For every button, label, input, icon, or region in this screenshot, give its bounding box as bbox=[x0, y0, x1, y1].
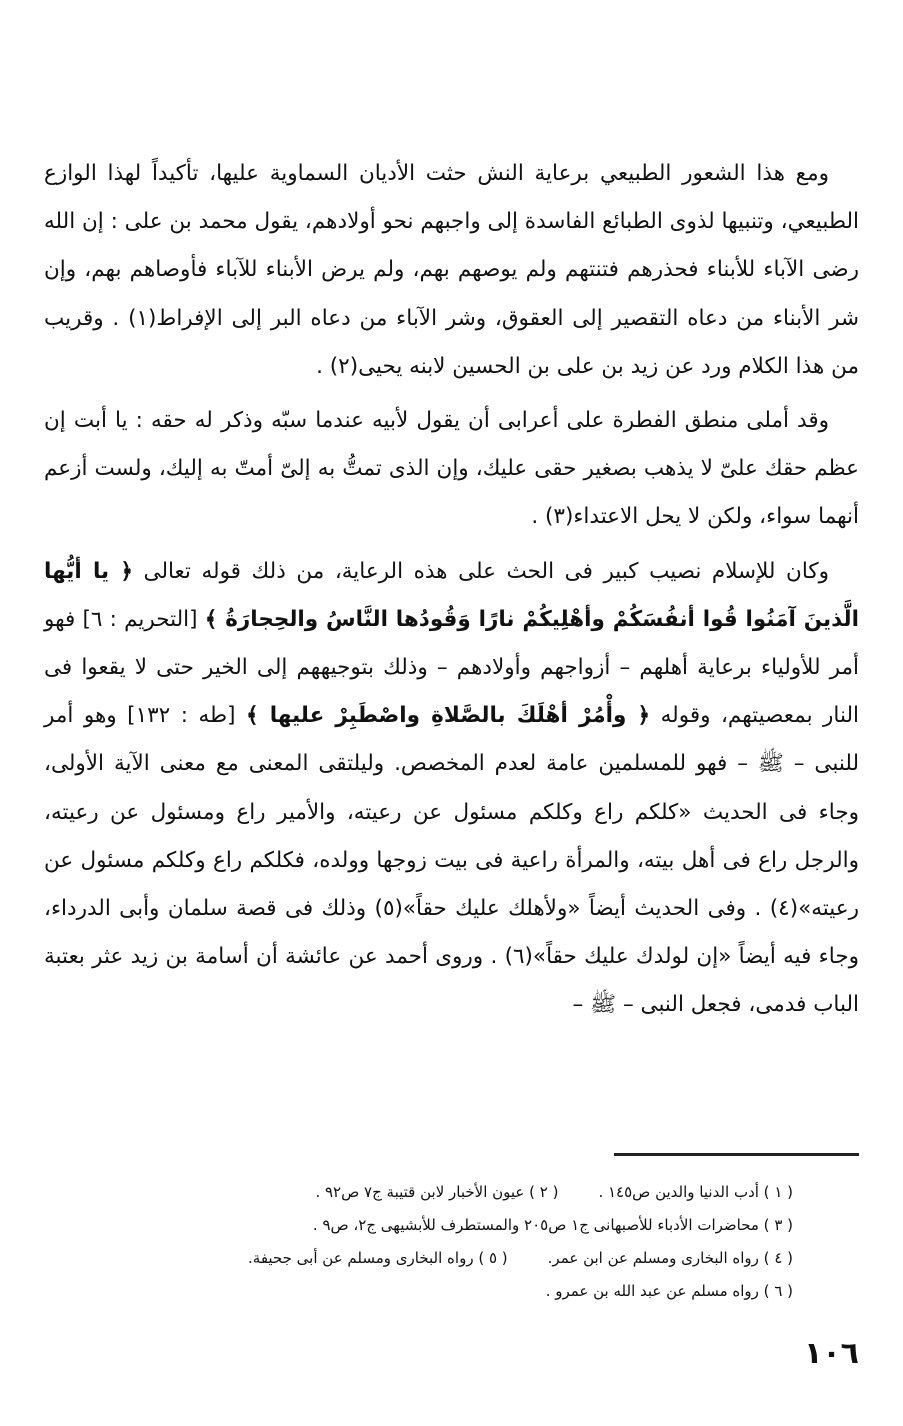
quran-verse-tahrim: ﴿ يا أيُّها الَّذينَ آمَنُوا قُوا أنفُسَكُمْ وأهْلِيكُمْ نارًا وَقُودُها النَّاسُ والحِجارَةُ ﴾ bbox=[44, 558, 859, 632]
footnote-1: ( ١ ) أدب الدنيا والدين ص١٤٥ . bbox=[598, 1183, 793, 1201]
paragraph-1: ومع هذا الشعور الطبيعي برعاية النش حثت الأديان السماوية عليها، تأكيداً لهذا الوازع الطبيعي، وتنبيها لذوى الطبائع الفاسدة إلى واجبهم نحو أولادهم، يقول محمد بن على : إن الله رضى الآباء للأبناء فحذرهم فتنتهم ولم يوصهم بهم، ولم يرض الأبناء للآباء فأوصاهم بهم، وإن شر الأبناء من دعاه التقصير إلى العقوق، وشر الآباء من دعاه البر إلى الإفراط(١) . وقريب من هذا الكلام ورد عن زيد بن على بن الحسين لابنه يحيى(٢) . bbox=[44, 161, 860, 379]
paragraph-3-middle: [التحريم : ٦] فهو أمر للأولياء برعاية أهلهم – أزواجهم وأولادهم – وذلك بتوجيههم إلى الخير حتى لا يقعوا فى النار بمعصيتهم، وقوله bbox=[44, 606, 859, 729]
footnote-row-3 bbox=[60, 1242, 793, 1275]
footnote-5: ( ٥ ) رواه البخارى ومسلم عن أبى جحيفة. bbox=[248, 1249, 508, 1267]
footnote-4: ( ٤ ) رواه البخارى ومسلم عن ابن عمر. bbox=[547, 1249, 793, 1267]
footnote-3: ( ٣ ) محاضرات الأدباء للأصبهانى ج١ ص٢٠٥ والمستطرف للأبشيهى ج٢، ص٩ . bbox=[312, 1216, 793, 1234]
paragraph-3 bbox=[44, 548, 859, 1030]
paragraph-2: وقد أملى منطق الفطرة على أعرابى أن يقول لأبيه عندما سبّه وذكر له حقه : يا أبت إن عظم حقك علىّ لا يذهب بصغير حقى عليك، وإن الذى تمتُّ به إلىّ أمتّ به إليك، ولست أزعم أنهما سواء، ولكن لا يحل الاعتداء(٣) . bbox=[44, 408, 859, 530]
quran-verse-taha: ﴿ وأْمُرْ أهْلَكَ بالصَّلاةِ واصْطَبِرْ عليها ﴾ bbox=[246, 703, 651, 729]
footnote-row-2 bbox=[60, 1209, 793, 1242]
footnote-6: ( ٦ ) رواه مسلم عن عبد الله بن عمرو . bbox=[545, 1282, 793, 1300]
footnote-2: ( ٢ ) عيون الأخبار لابن قتيبة ج٧ ص٩٢ . bbox=[315, 1183, 559, 1201]
page-number: ١٠٦ bbox=[804, 1336, 859, 1371]
paragraph-3-rest: [طه : ١٣٢] وهو أمر للنبى – ﷺ – فهو للمسلمين عامة لعدم المخصص. وليلتقى المعنى مع معنى الآية الأولى، وجاء فى الحديث «كلكم راع وكلكم مسئول عن رعيته، والأمير راع ومسئول عن رعيته، والرجل راع فى أهل بيته، والمرأة راعية فى بيت زوجها وولده، فكلكم راع وكلكم مسئول عن رعيته»(٤) . وفى الحديث أيضاً «ولأهلك عليك حقاً»(٥) وذلك فى قصة سلمان وأبى الدرداء، وجاء فيه أيضاً «إن لولدك عليك حقاً»(٦) . وروى أحمد عن عائشة أن أسامة بن زيد عثر بعتبة الباب فدمى، فجعل النبى – ﷺ – bbox=[44, 703, 859, 1018]
footnote-separator bbox=[614, 1153, 859, 1156]
footnote-row-1 bbox=[60, 1176, 793, 1209]
main-text bbox=[44, 150, 859, 1030]
footnote-row-4 bbox=[60, 1275, 793, 1308]
footnotes bbox=[60, 1176, 793, 1308]
paragraph-3-intro: وكان للإسلام نصيب كبير فى الحث على هذه الرعاية، من ذلك قوله تعالى bbox=[132, 558, 829, 584]
